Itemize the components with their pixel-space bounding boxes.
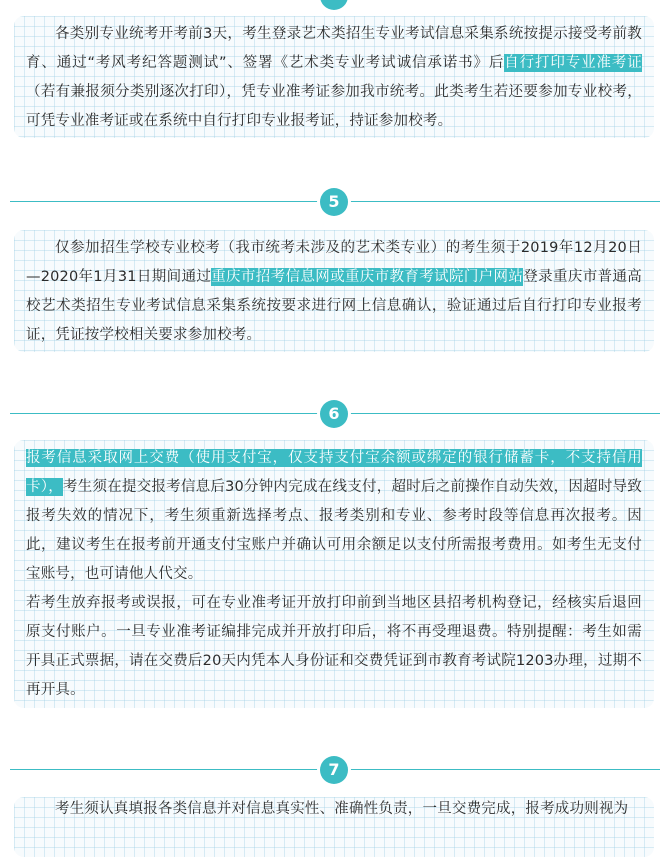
section-4-paragraph — [26, 20, 642, 136]
section-4-highlight: 自行打印专业准考证 — [504, 55, 642, 71]
section-4-text-b: （若有兼报须分类别逐次打印），凭专业准考证参加我市统考。此类考生若还要参加专业校考，可凭专业准考证或在系统中自行打印专业报考证，持证参加校考。 — [26, 84, 642, 129]
section-5-divider — [0, 187, 670, 217]
section-5-highlight: 重庆市招考信息网或重庆市教育考试院门户网站 — [211, 269, 524, 285]
section-6-text-b: 考生须在提交报考信息后30分钟内完成在线支付，超时后之前操作自动失效，因超时导致报考失效的情况下，考生须重新选择考点、报考类别和专业、参考时段等信息再次报考。因此，建议考生在报考前开通支付宝账户并确认可用余额足以支付所需报考费用。如考生无支付宝账号，也可请他人代交。 — [26, 479, 642, 582]
section-6-card — [14, 440, 654, 708]
section-7-card — [14, 797, 654, 857]
section-7-number-badge: 7 — [320, 756, 348, 784]
prev-section-badge — [320, 0, 348, 10]
section-5-paragraph — [26, 234, 642, 350]
section-6-highlight: 报考信息采取网上交费（使用支付宝，仅支持支付宝余额或绑定的银行储蓄卡，不支持信用卡）， — [26, 450, 642, 495]
section-5-number-badge: 5 — [320, 188, 348, 216]
section-7-paragraph: 考生须认真填报各类信息并对信息真实性、准确性负责，一旦交费完成，报考成功则视为 — [55, 801, 629, 817]
section-6-paragraph-2: 若考生放弃报考或误报，可在专业准考证开放打印前到当地区县招考机构登记，经核实后退回原支付账户。一旦专业准考证编排完成并开放打印后，将不再受理退费。特别提醒：考生如需开具正式票据，请在交费后20天内凭本人身份证和交费凭证到市教育考试院1203办理，过期不再开具。 — [26, 595, 642, 698]
section-6-paragraph-1 — [26, 444, 642, 589]
section-5-text-b: 登录重庆市普通高校艺术类招生专业考试信息采集系统按要求进行网上信息确认，验证通过后自行打印专业报考证，凭证按学校相关要求参加校考。 — [26, 269, 642, 343]
section-7-divider — [0, 755, 670, 785]
section-4-card — [14, 16, 654, 138]
section-4-text-a: 各类别专业统考开考前3天，考生登录艺术类招生专业考试信息采集系统按提示接受考前教育、通过“考风考纪答题测试”、签署《艺术类专业考试诚信承诺书》后 — [26, 26, 642, 71]
section-6-number-badge: 6 — [320, 400, 348, 428]
section-5-card — [14, 230, 654, 352]
section-6-divider — [0, 399, 670, 429]
section-5-text-a: 仅参加招生学校专业校考（我市统考未涉及的艺术类专业）的考生须于2019年12月20日—2020年1月31日期间通过 — [26, 240, 642, 285]
